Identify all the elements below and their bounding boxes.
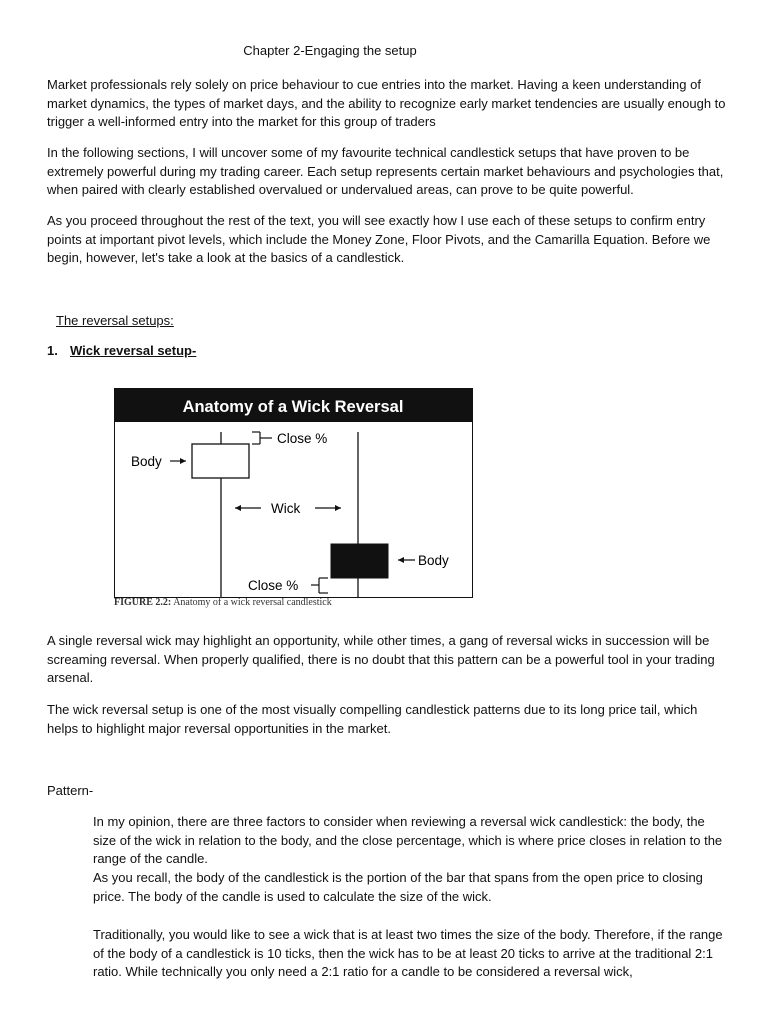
- label-close-bottom: Close %: [248, 578, 299, 593]
- label-body-left: Body: [131, 454, 162, 469]
- caption-text: Anatomy of a wick reversal candlestick: [173, 597, 332, 608]
- list-item-wick-reversal: Wick reversal setup-: [70, 343, 197, 358]
- label-close-top: Close %: [277, 431, 328, 446]
- figure-title: Anatomy of a Wick Reversal: [182, 398, 404, 416]
- list-number: 1.: [47, 343, 58, 358]
- label-wick: Wick: [271, 501, 301, 516]
- left-candle-body: [192, 444, 249, 478]
- paragraph-three-factors: In my opinion, there are three factors to consider when reviewing a reversal wick candlestick: the body, the size of the wick in relation to the body, and the close percentage, which is where price closes in relation to the range of the candle.: [93, 814, 723, 866]
- paragraph-traditionally: Traditionally, you would like to see a wick that is at least two times the size of the body. Therefore, if the range of the body of a candlestick is 10 ticks, then the wick has to be at least 20 ticks to arrive at the traditional 2:1 ratio. While technically you only need a 2:1 ratio for a candle to be considered a reversal wick,: [93, 927, 723, 979]
- label-body-right: Body: [418, 553, 449, 568]
- paragraph-visually-compelling: The wick reversal setup is one of the most visually compelling candlestick patterns due to its long price tail, which helps to highlight major reversal opportunities in the market.: [47, 702, 698, 736]
- paragraph-sections: In the following sections, I will uncover some of my favourite technical candlestick setups that have proven to be extremely powerful during my trading career. Each setup represents certain market behaviours and psychologies that, when paired with clearly established overvalued or undervalued areas, can prove to be quite powerful.: [47, 145, 724, 197]
- chapter-title: Chapter 2-Engaging the setup: [243, 43, 417, 58]
- paragraph-proceed: As you proceed throughout the rest of the text, you will see exactly how I use each of these setups to confirm entry points at important pivot levels, which include the Money Zone, Floor Pivots, and the Camarilla Equation. Before we begin, however, let's take a look at the basics of a candlestick.: [47, 213, 711, 265]
- figure-caption: [114, 597, 474, 609]
- wick-reversal-figure: [114, 388, 473, 610]
- paragraph-body-recall: As you recall, the body of the candlestick is the portion of the bar that spans from the open price to closing price. The body of the candle is used to calculate the size of the wick.: [93, 870, 703, 904]
- paragraph-intro: Market professionals rely solely on price behaviour to cue entries into the market. Having a keen understanding of market dynamics, the types of market days, and the ability to recognize early market tendencies are usually enough to trigger a well-informed entry into the market for this group of traders: [47, 77, 726, 129]
- pattern-label: Pattern-: [47, 783, 94, 798]
- right-candle-body: [331, 544, 388, 578]
- caption-prefix: FIGURE 2.2:: [114, 597, 172, 608]
- paragraph-single-wick: A single reversal wick may highlight an opportunity, while other times, a gang of reversal wicks in succession will be screaming reversal. When properly qualified, there is no doubt that this pattern can be a powerful tool in your trading arsenal.: [47, 633, 715, 685]
- section-heading: The reversal setups:: [56, 313, 174, 328]
